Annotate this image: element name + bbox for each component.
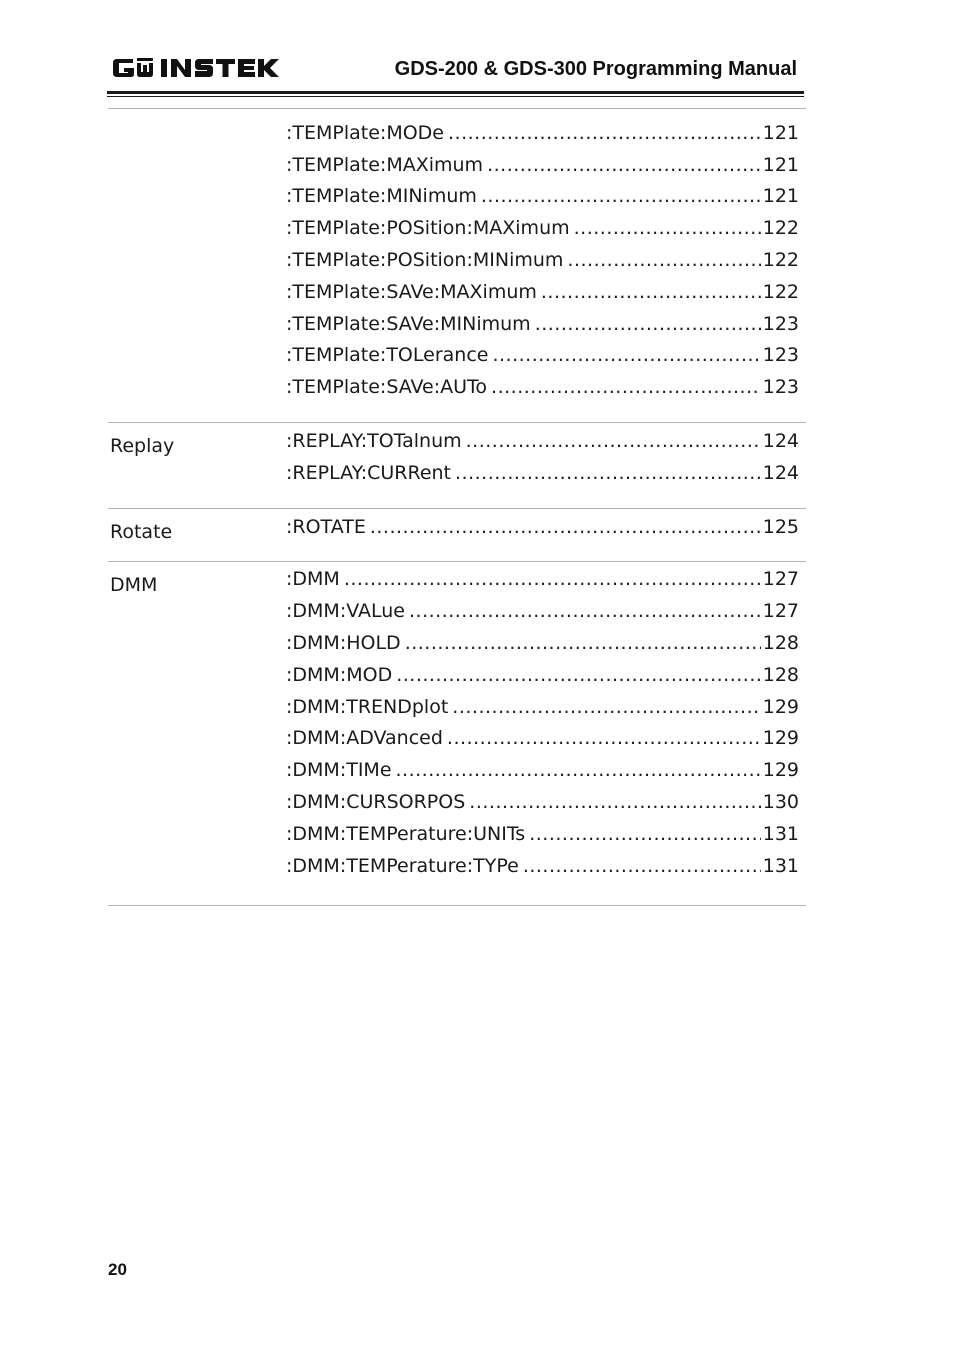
toc-entry-command: :TEMPlate:SAVe:MINimum [286,312,531,335]
toc-entry-page: 127 [762,600,799,623]
toc-entry[interactable] [286,425,799,457]
dot-leader [370,516,761,538]
toc-entry-command: :DMM:TEMPerature:TYPe [286,854,519,877]
toc-section-title: Rotate [110,520,173,543]
toc-entry-command: :TEMPlate:MAXimum [286,153,484,176]
page-number: 20 [108,1260,127,1279]
toc-section [108,422,806,508]
toc-entry[interactable] [286,691,799,723]
toc-entry-page: 125 [762,515,799,538]
dot-leader [466,430,761,452]
dot-leader [523,855,761,877]
toc-entry[interactable] [286,511,799,543]
toc-section [108,108,806,422]
toc-entry-page: 129 [762,727,799,750]
dot-leader [541,281,761,303]
toc-bottom-rule [108,905,806,906]
toc-section [108,561,806,905]
toc-entry-command: :TEMPlate:SAVe:AUTo [286,376,488,399]
toc-entry-command: :DMM:ADVanced [286,727,443,750]
toc-entry[interactable] [286,181,799,213]
toc-entry-command: :TEMPlate:POSition:MINimum [286,249,564,272]
dot-leader [535,313,761,335]
dot-leader [344,568,761,590]
dot-leader [455,462,761,484]
dot-leader [574,217,761,239]
toc-entry-page: 121 [762,153,799,176]
toc-entry-page: 122 [762,249,799,272]
toc-entry[interactable] [286,149,799,181]
toc-entry[interactable] [286,595,799,627]
toc-entry-command: :ROTATE [286,515,366,538]
toc-entry[interactable] [286,818,799,850]
toc-entry-command: :DMM:TEMPerature:UNITs [286,822,526,845]
toc-entry-page: 128 [762,663,799,686]
dot-leader [492,344,760,366]
dot-leader [396,664,761,686]
dot-leader [481,185,761,207]
gw-instek-logo-graphic [111,53,283,83]
toc-entry[interactable] [286,244,799,276]
dot-leader [405,632,761,654]
toc-section [108,508,806,561]
toc-entry-page: 124 [762,430,799,453]
dot-leader [491,376,761,398]
toc-entry-page: 131 [762,854,799,877]
toc-entry-command: :DMM:MOD [286,663,393,686]
toc-entry-command: :TEMPlate:TOLerance [286,344,489,367]
toc-entry-page: 131 [762,822,799,845]
toc-entry-command: :DMM:TRENDplot [286,695,449,718]
table-of-contents [108,108,806,906]
gw-instek-logo [111,53,283,83]
toc-entry-page: 129 [762,759,799,782]
toc-section-title: Replay [110,435,175,458]
toc-entry[interactable] [286,754,799,786]
toc-entry-command: :DMM:VALue [286,600,405,623]
toc-section-title: DMM [110,573,158,596]
manual-title: GDS-200 & GDS-300 Programming Manual [394,58,797,80]
toc-entry[interactable] [286,371,799,403]
dot-leader [529,823,761,845]
dot-leader [469,791,760,813]
toc-entry-command: :TEMPlate:SAVe:MAXimum [286,280,537,303]
toc-entry-page: 121 [762,185,799,208]
toc-entry[interactable] [286,627,799,659]
toc-entry[interactable] [286,564,799,596]
toc-entry-command: :REPLAY:CURRent [286,461,451,484]
toc-entry-page: 128 [762,632,799,655]
toc-entry-page: 129 [762,695,799,718]
header-rule-thin [107,96,804,97]
toc-entry[interactable] [286,457,799,489]
header-rule-thick [107,91,804,94]
dot-leader [452,696,760,718]
toc-entry[interactable] [286,786,799,818]
dot-leader [409,600,761,622]
toc-entry[interactable] [286,276,799,308]
toc-entry-command: :TEMPlate:MODe [286,121,444,144]
toc-entry-page: 122 [762,217,799,240]
dot-leader [448,122,761,144]
toc-entry[interactable] [286,850,799,882]
toc-entry-command: :REPLAY:TOTalnum [286,430,462,453]
toc-entry-page: 127 [762,568,799,591]
toc-entry-command: :DMM [286,568,340,591]
toc-entry-page: 123 [762,376,799,399]
toc-entry-list [286,511,799,543]
toc-entry-list [286,117,799,403]
toc-entry-page: 123 [762,344,799,367]
dot-leader [487,154,761,176]
toc-entry[interactable] [286,308,799,340]
toc-entry-command: :TEMPlate:POSition:MAXimum [286,217,570,240]
dot-leader [567,249,760,271]
toc-entry-command: :DMM:TIMe [286,759,392,782]
toc-entry-command: :DMM:HOLD [286,632,401,655]
toc-entry-page: 122 [762,280,799,303]
toc-entry-list [286,564,799,882]
toc-entry-command: :TEMPlate:MINimum [286,185,477,208]
toc-entry[interactable] [286,659,799,691]
toc-entry[interactable] [286,723,799,755]
toc-entry-page: 124 [762,461,799,484]
toc-entry-command: :DMM:CURSORPOS [286,791,466,814]
toc-entry-list [286,425,799,489]
toc-entry-page: 121 [762,121,799,144]
toc-entry[interactable] [286,117,799,149]
toc-entry-page: 123 [762,312,799,335]
toc-entry-page: 130 [762,791,799,814]
dot-leader [447,727,761,749]
toc-entry[interactable] [286,212,799,244]
dot-leader [396,759,761,781]
toc-entry[interactable] [286,340,799,372]
